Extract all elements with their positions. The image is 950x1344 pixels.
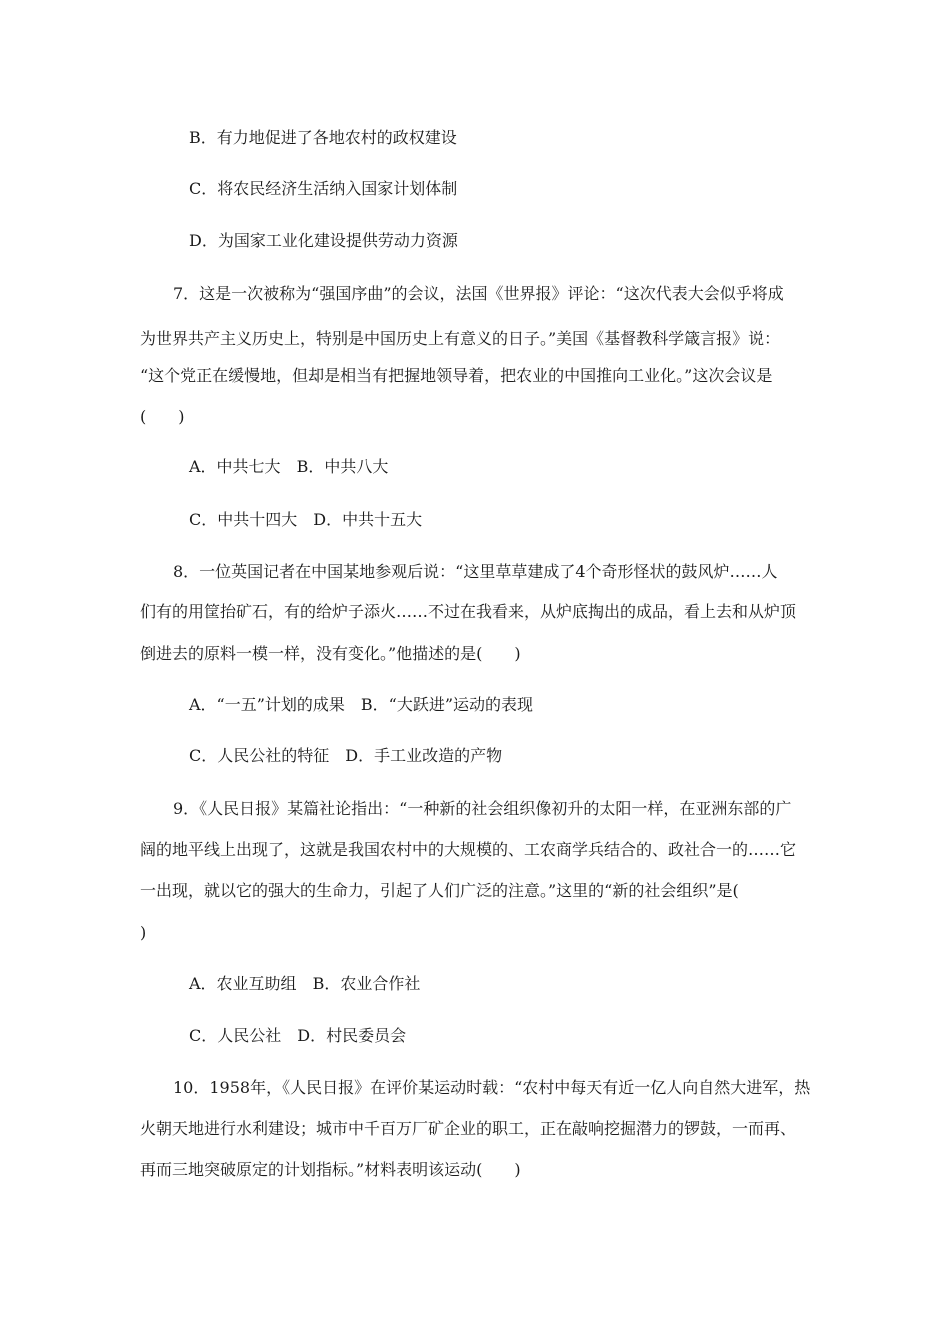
q8-options-row-2	[189, 745, 502, 767]
q10-stem-line-2: 火朝天地进行水利建设；城市中千百万厂矿企业的职工，正在敲响挖掘潜力的锣鼓，一而再、	[140, 1119, 797, 1138]
q8-stem-line-2: 们有的用筐抬矿石，有的给炉子添火……不过在我看来，从炉底掏出的成品，看上去和从炉顶	[140, 602, 797, 621]
q8-option-c: C．人民公社的特征	[189, 746, 330, 765]
q6-option-b: B．有力地促进了各地农村的政权建设	[189, 128, 457, 147]
q9-stem-line-3: 一出现，就以它的强大的生命力，引起了人们广泛的注意。”这里的“新的社会组织”是(	[140, 881, 739, 900]
q6-option-c: C．将农民经济生活纳入国家计划体制	[189, 179, 458, 198]
q10-stem-line-3: 再而三地突破原定的计划指标。”材料表明该运动( )	[140, 1160, 521, 1179]
q7-option-b: B．中共八大	[296, 457, 389, 476]
q7-options-row-1	[189, 456, 388, 478]
q9-option-c: C．人民公社	[189, 1026, 282, 1045]
q6-option-d: D．为国家工业化建设提供劳动力资源	[189, 231, 458, 250]
q7-stem-line-3: “这个党正在缓慢地，但却是相当有把握地领导着，把农业的中国推向工业化。”这次会议是	[140, 366, 773, 385]
q9-stem-line-1: 9．《人民日报》某篇社论指出：“一种新的社会组织像初升的太阳一样，在亚洲东部的广	[173, 799, 792, 818]
q8-option-b: B．“大跃进”运动的表现	[360, 695, 534, 714]
q8-stem-line-1: 8．一位英国记者在中国某地参观后说：“这里草草建成了4个奇形怪状的鼓风炉……人	[173, 562, 778, 581]
q9-option-a: A．农业互助组	[189, 974, 297, 993]
q7-option-a: A．中共七大	[189, 457, 281, 476]
q9-stem-line-4: )	[140, 923, 147, 942]
q7-option-c: C．中共十四大	[189, 510, 298, 529]
q7-stem-line-4: ( )	[140, 407, 185, 426]
q9-options-row-1	[189, 973, 420, 995]
q9-option-d: D．村民委员会	[297, 1026, 407, 1045]
q7-option-d: D．中共十五大	[313, 510, 423, 529]
q8-options-row-1	[189, 694, 533, 716]
q7-stem-line-1: 7．这是一次被称为“强国序曲”的会议，法国《世界报》评论：“这次代表大会似乎将成	[173, 284, 784, 303]
q8-stem-line-3: 倒进去的原料一模一样，没有变化。”他描述的是( )	[140, 644, 521, 663]
q9-options-row-2	[189, 1025, 406, 1047]
q8-option-d: D．手工业改造的产物	[345, 746, 503, 765]
q9-stem-line-2: 阔的地平线上出现了，这就是我国农村中的大规模的、工农商学兵结合的、政社合一的……它	[140, 840, 797, 859]
q8-option-a: A．“一五”计划的成果	[189, 695, 345, 714]
q9-option-b: B．农业合作社	[312, 974, 421, 993]
q7-stem-line-2: 为世界共产主义历史上，特别是中国历史上有意义的日子。”美国《基督教科学箴言报》说：	[140, 329, 781, 348]
q10-stem-line-1: 10．1958年，《人民日报》在评价某运动时载：“农村中每天有近一亿人向自然大进军，热	[173, 1078, 811, 1097]
q7-options-row-2	[189, 509, 422, 531]
